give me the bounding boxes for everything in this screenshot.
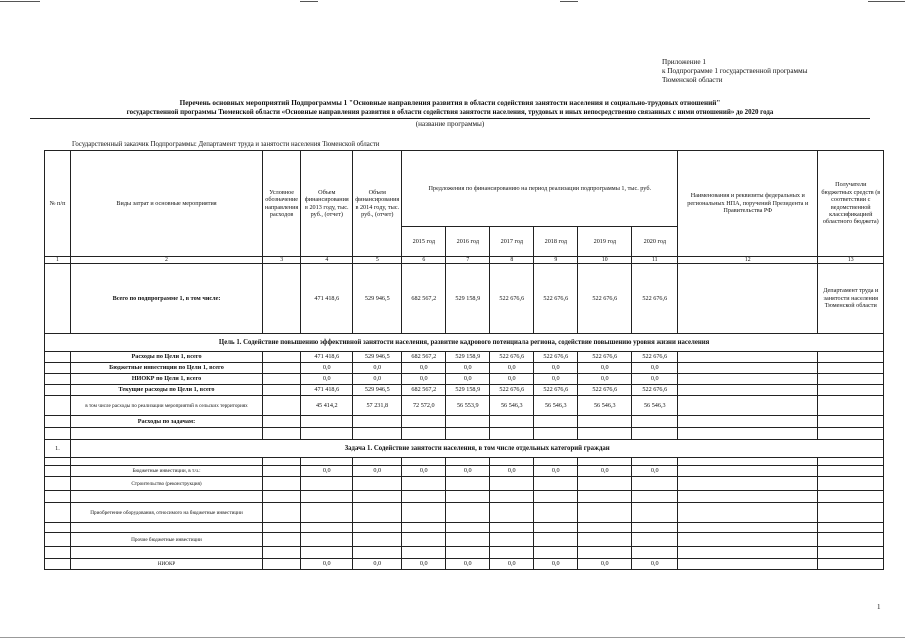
value-cell: 0,0 bbox=[578, 374, 632, 385]
cell bbox=[578, 477, 632, 491]
value-cell: 0,0 bbox=[632, 374, 678, 385]
cell bbox=[490, 458, 534, 466]
page-edge-mark bbox=[868, 1, 905, 2]
header-year: 2016 год bbox=[446, 227, 490, 257]
row-label: Бюджетные инвестиции по Цели 1, всего bbox=[71, 363, 263, 374]
cell bbox=[578, 503, 632, 523]
header-recipients: Получатели бюджетных средств (в соответствии с ведомственной классификацией областного бюджета) bbox=[818, 151, 884, 257]
cell bbox=[353, 477, 402, 491]
cell bbox=[678, 559, 818, 570]
cell bbox=[632, 491, 678, 503]
table-row bbox=[45, 396, 884, 416]
value-cell: 682 567,2 bbox=[402, 385, 446, 396]
cell bbox=[45, 466, 71, 477]
cell bbox=[534, 503, 578, 523]
cell bbox=[490, 477, 534, 491]
page-edge-mark bbox=[0, 637, 905, 638]
cell bbox=[353, 491, 402, 503]
cell bbox=[263, 466, 301, 477]
table-row bbox=[45, 559, 884, 570]
cell bbox=[632, 477, 678, 491]
task-title: Задача 1. Содействие занятости населения, в том числе отдельных категорий граждан bbox=[71, 440, 884, 458]
cell bbox=[263, 547, 301, 559]
cell bbox=[678, 428, 818, 440]
value-cell: 0,0 bbox=[446, 363, 490, 374]
header-year: 2015 год bbox=[402, 227, 446, 257]
cell bbox=[301, 523, 353, 533]
cell bbox=[632, 428, 678, 440]
value-cell: 522 676,6 bbox=[534, 352, 578, 363]
cell bbox=[45, 374, 71, 385]
appendix-line: Тюменской области bbox=[662, 76, 723, 84]
cell bbox=[678, 533, 818, 547]
value-cell: 522 676,6 bbox=[632, 264, 678, 334]
document-title bbox=[30, 98, 870, 129]
page-number: 1 bbox=[877, 603, 881, 611]
value-cell: 522 676,6 bbox=[632, 385, 678, 396]
cell bbox=[402, 503, 446, 523]
table-row bbox=[45, 352, 884, 363]
row-label: Текущие расходы по Цели 1, всего bbox=[71, 385, 263, 396]
cell bbox=[818, 352, 884, 363]
value-cell: 0,0 bbox=[402, 363, 446, 374]
value-cell: 0,0 bbox=[578, 363, 632, 374]
value-cell: 0,0 bbox=[490, 466, 534, 477]
value-cell: 529 158,9 bbox=[446, 385, 490, 396]
value-cell: 522 676,6 bbox=[490, 385, 534, 396]
cell bbox=[446, 477, 490, 491]
cell bbox=[632, 503, 678, 523]
cell bbox=[678, 547, 818, 559]
cell bbox=[402, 428, 446, 440]
value-cell: 0,0 bbox=[353, 466, 402, 477]
column-number: 2 bbox=[71, 257, 263, 264]
cell bbox=[353, 547, 402, 559]
value-cell: 0,0 bbox=[353, 374, 402, 385]
value-cell: 522 676,6 bbox=[578, 352, 632, 363]
value-cell: 471 418,6 bbox=[301, 264, 353, 334]
value-cell: 0,0 bbox=[534, 466, 578, 477]
value-cell: 0,0 bbox=[578, 559, 632, 570]
value-cell: 529 158,9 bbox=[446, 352, 490, 363]
cell bbox=[818, 477, 884, 491]
cell bbox=[534, 416, 578, 428]
title-line: государственной программы Тюменской области «Основные направления развития в области содействия занятости населения, трудовых и иных непосредственно связанных с ними отношений» до 2020 года bbox=[30, 108, 870, 119]
header-2014: Объем финансирования в 2014 году, тыс. руб., (отчет) bbox=[353, 151, 402, 257]
cell bbox=[402, 458, 446, 466]
cell bbox=[490, 503, 534, 523]
value-cell: 0,0 bbox=[632, 466, 678, 477]
cell bbox=[71, 491, 263, 503]
value-cell: 0,0 bbox=[402, 559, 446, 570]
cell bbox=[534, 547, 578, 559]
page-edge-mark bbox=[560, 1, 578, 2]
value-cell: 471 418,6 bbox=[301, 352, 353, 363]
value-cell: 0,0 bbox=[632, 559, 678, 570]
cell bbox=[490, 428, 534, 440]
cell bbox=[818, 396, 884, 416]
row-label: Строительство (реконструкция) bbox=[71, 477, 263, 491]
cell bbox=[402, 477, 446, 491]
value-cell: 0,0 bbox=[446, 374, 490, 385]
column-number: 3 bbox=[263, 257, 301, 264]
value-cell: 471 418,6 bbox=[301, 385, 353, 396]
value-cell: 56 546,3 bbox=[578, 396, 632, 416]
cell bbox=[263, 416, 301, 428]
column-number: 10 bbox=[578, 257, 632, 264]
value-cell: 0,0 bbox=[446, 559, 490, 570]
cell bbox=[632, 458, 678, 466]
value-cell: 56 553,9 bbox=[446, 396, 490, 416]
cell bbox=[45, 363, 71, 374]
table-row bbox=[45, 547, 884, 559]
value-cell: 0,0 bbox=[353, 559, 402, 570]
cell bbox=[45, 352, 71, 363]
cell bbox=[578, 547, 632, 559]
cell bbox=[301, 477, 353, 491]
cell bbox=[678, 466, 818, 477]
cell bbox=[353, 416, 402, 428]
table-row bbox=[45, 491, 884, 503]
column-number: 7 bbox=[446, 257, 490, 264]
cell bbox=[534, 458, 578, 466]
cell bbox=[534, 533, 578, 547]
cell bbox=[263, 477, 301, 491]
value-cell: 529 158,9 bbox=[446, 264, 490, 334]
cell bbox=[263, 363, 301, 374]
value-cell: 0,0 bbox=[301, 363, 353, 374]
column-number: 5 bbox=[353, 257, 402, 264]
cell bbox=[45, 523, 71, 533]
cell bbox=[446, 523, 490, 533]
cell bbox=[71, 547, 263, 559]
value-cell: 45 414,2 bbox=[301, 396, 353, 416]
cell bbox=[578, 491, 632, 503]
row-label: Приобретение оборудования, относимого на бюджетные инвестиции bbox=[71, 503, 263, 523]
cell bbox=[818, 374, 884, 385]
page-edge-mark bbox=[0, 1, 40, 2]
cell bbox=[678, 477, 818, 491]
value-cell: 529 946,5 bbox=[353, 264, 402, 334]
measures-table bbox=[44, 150, 884, 570]
cell bbox=[578, 416, 632, 428]
row-label: Расходы по Цели 1, всего bbox=[71, 352, 263, 363]
cell bbox=[490, 491, 534, 503]
table-body bbox=[45, 151, 884, 570]
row-label: НИОКР по Цели 1, всего bbox=[71, 374, 263, 385]
cell bbox=[818, 559, 884, 570]
table-row bbox=[45, 477, 884, 491]
page-edge-mark bbox=[300, 1, 318, 2]
value-cell: 682 567,2 bbox=[402, 264, 446, 334]
total-label: Всего по подпрограмме 1, в том числе: bbox=[71, 264, 263, 334]
title-line: Перечень основных мероприятий Подпрограммы 1 "Основные направления развития в области содействия занятости населения и социально-трудовых отношений" bbox=[179, 99, 721, 107]
row-label: НИОКР bbox=[71, 559, 263, 570]
cell bbox=[45, 396, 71, 416]
cell bbox=[263, 352, 301, 363]
value-cell: 57 231,8 bbox=[353, 396, 402, 416]
value-cell: 0,0 bbox=[578, 466, 632, 477]
cell bbox=[678, 385, 818, 396]
cell bbox=[402, 523, 446, 533]
title-caption: (название программы) bbox=[415, 120, 485, 128]
cell bbox=[818, 363, 884, 374]
column-number-row bbox=[45, 257, 884, 264]
header-year: 2020 год bbox=[632, 227, 678, 257]
cell bbox=[446, 503, 490, 523]
tasks-label: Расходы по задачам: bbox=[71, 416, 263, 428]
header-year: 2018 год bbox=[534, 227, 578, 257]
table-row bbox=[45, 503, 884, 523]
table-row bbox=[45, 428, 884, 440]
table-row bbox=[45, 416, 884, 428]
cell bbox=[353, 458, 402, 466]
cell bbox=[534, 477, 578, 491]
table-row bbox=[45, 385, 884, 396]
cell bbox=[301, 428, 353, 440]
header-year: 2019 год bbox=[578, 227, 632, 257]
cell bbox=[632, 523, 678, 533]
column-number: 11 bbox=[632, 257, 678, 264]
cell bbox=[45, 533, 71, 547]
table-row bbox=[45, 466, 884, 477]
cell bbox=[263, 559, 301, 570]
row-label: Бюджетные инвестиции, в т.ч.: bbox=[71, 466, 263, 477]
value-cell: 529 946,5 bbox=[353, 352, 402, 363]
value-cell: 522 676,6 bbox=[534, 385, 578, 396]
appendix-line: Приложение 1 bbox=[662, 58, 706, 66]
value-cell: 0,0 bbox=[446, 466, 490, 477]
value-cell: 522 676,6 bbox=[578, 264, 632, 334]
cell bbox=[263, 264, 301, 334]
value-cell: 0,0 bbox=[490, 374, 534, 385]
cell bbox=[263, 491, 301, 503]
table-row bbox=[45, 533, 884, 547]
cell bbox=[490, 533, 534, 547]
header-year: 2017 год bbox=[490, 227, 534, 257]
cell bbox=[818, 385, 884, 396]
cell bbox=[402, 416, 446, 428]
cell bbox=[446, 547, 490, 559]
value-cell: 0,0 bbox=[490, 559, 534, 570]
cell bbox=[301, 416, 353, 428]
header-method: Условное обозначение направления расходов bbox=[263, 151, 301, 257]
cell bbox=[71, 523, 263, 533]
cell bbox=[678, 264, 818, 334]
value-cell: 0,0 bbox=[534, 559, 578, 570]
column-number: 4 bbox=[301, 257, 353, 264]
cell bbox=[818, 491, 884, 503]
cell bbox=[263, 396, 301, 416]
cell bbox=[678, 523, 818, 533]
cell bbox=[45, 385, 71, 396]
cell bbox=[534, 428, 578, 440]
cell bbox=[678, 374, 818, 385]
state-customer: Государственный заказчик Подпрограммы: Департамент труда и занятости населения Тюменской области bbox=[72, 141, 380, 148]
total-recipient: Департамент труда и занятости населения Тюменской области bbox=[818, 264, 884, 334]
cell bbox=[45, 264, 71, 334]
cell bbox=[301, 458, 353, 466]
cell bbox=[678, 363, 818, 374]
cell bbox=[353, 523, 402, 533]
value-cell: 522 676,6 bbox=[578, 385, 632, 396]
header-npa: Наименования и реквизиты федеральных и региональных НПА, поручений Президента и Правительства РФ bbox=[678, 151, 818, 257]
cell bbox=[402, 491, 446, 503]
cell bbox=[818, 458, 884, 466]
value-cell: 522 676,6 bbox=[632, 352, 678, 363]
cell bbox=[818, 547, 884, 559]
cell bbox=[263, 374, 301, 385]
total-row bbox=[45, 264, 884, 334]
column-number: 8 bbox=[490, 257, 534, 264]
cell bbox=[263, 458, 301, 466]
appendix-line: к Подпрограмме 1 государственной программы bbox=[662, 67, 808, 75]
value-cell: 0,0 bbox=[301, 559, 353, 570]
cell bbox=[301, 503, 353, 523]
cell bbox=[446, 416, 490, 428]
cell bbox=[402, 533, 446, 547]
cell bbox=[632, 533, 678, 547]
cell bbox=[301, 491, 353, 503]
cell bbox=[534, 523, 578, 533]
cell bbox=[353, 533, 402, 547]
cell bbox=[353, 503, 402, 523]
column-number: 1 bbox=[45, 257, 71, 264]
value-cell: 0,0 bbox=[402, 466, 446, 477]
cell bbox=[578, 533, 632, 547]
cell bbox=[45, 477, 71, 491]
value-cell: 0,0 bbox=[632, 363, 678, 374]
column-number: 12 bbox=[678, 257, 818, 264]
task-row bbox=[45, 440, 884, 458]
cell bbox=[678, 416, 818, 428]
value-cell: 682 567,2 bbox=[402, 352, 446, 363]
cell bbox=[818, 416, 884, 428]
row-label: в том числе расходы по реализации мероприятий в сельских территориях bbox=[71, 396, 263, 416]
cell bbox=[578, 523, 632, 533]
value-cell: 522 676,6 bbox=[490, 352, 534, 363]
cell bbox=[446, 428, 490, 440]
cell bbox=[45, 491, 71, 503]
cell bbox=[353, 428, 402, 440]
value-cell: 56 546,3 bbox=[490, 396, 534, 416]
cell bbox=[818, 428, 884, 440]
appendix-note bbox=[662, 58, 862, 85]
table-row bbox=[45, 363, 884, 374]
value-cell: 72 572,0 bbox=[402, 396, 446, 416]
cell bbox=[263, 523, 301, 533]
cell bbox=[534, 491, 578, 503]
cell bbox=[263, 428, 301, 440]
cell bbox=[632, 547, 678, 559]
cell bbox=[301, 547, 353, 559]
cell bbox=[45, 547, 71, 559]
cell bbox=[818, 533, 884, 547]
cell bbox=[490, 416, 534, 428]
cell bbox=[678, 491, 818, 503]
column-number: 9 bbox=[534, 257, 578, 264]
cell bbox=[45, 428, 71, 440]
cell bbox=[818, 503, 884, 523]
value-cell: 0,0 bbox=[353, 363, 402, 374]
cell bbox=[301, 533, 353, 547]
cell bbox=[71, 428, 263, 440]
cell bbox=[632, 416, 678, 428]
cell bbox=[45, 559, 71, 570]
header-2013: Объем финансирования в 2013 году, тыс. руб., (отчет) bbox=[301, 151, 353, 257]
column-number: 13 bbox=[818, 257, 884, 264]
header-num: № п/п bbox=[45, 151, 71, 257]
cell bbox=[71, 458, 263, 466]
cell bbox=[45, 416, 71, 428]
value-cell: 0,0 bbox=[490, 363, 534, 374]
cell bbox=[578, 458, 632, 466]
cell bbox=[490, 523, 534, 533]
cell bbox=[490, 547, 534, 559]
cell bbox=[263, 503, 301, 523]
row-label: Прочие бюджетные инвестиции bbox=[71, 533, 263, 547]
cell bbox=[678, 352, 818, 363]
task-number: 1. bbox=[45, 440, 71, 458]
table-row bbox=[45, 523, 884, 533]
cell bbox=[678, 458, 818, 466]
cell bbox=[263, 533, 301, 547]
cell bbox=[45, 458, 71, 466]
value-cell: 56 546,3 bbox=[534, 396, 578, 416]
value-cell: 522 676,6 bbox=[490, 264, 534, 334]
cell bbox=[578, 428, 632, 440]
value-cell: 529 946,5 bbox=[353, 385, 402, 396]
value-cell: 0,0 bbox=[301, 466, 353, 477]
goal-row bbox=[45, 334, 884, 352]
cell bbox=[45, 503, 71, 523]
value-cell: 56 546,3 bbox=[632, 396, 678, 416]
column-number: 6 bbox=[402, 257, 446, 264]
table-row bbox=[45, 458, 884, 466]
value-cell: 0,0 bbox=[534, 363, 578, 374]
header-name: Виды затрат и основные мероприятия bbox=[71, 151, 263, 257]
cell bbox=[818, 466, 884, 477]
cell bbox=[446, 491, 490, 503]
value-cell: 522 676,6 bbox=[534, 264, 578, 334]
value-cell: 0,0 bbox=[402, 374, 446, 385]
value-cell: 0,0 bbox=[534, 374, 578, 385]
cell bbox=[402, 547, 446, 559]
cell bbox=[263, 385, 301, 396]
cell bbox=[818, 523, 884, 533]
cell bbox=[446, 533, 490, 547]
cell bbox=[678, 503, 818, 523]
cell bbox=[678, 396, 818, 416]
value-cell: 0,0 bbox=[301, 374, 353, 385]
table-row bbox=[45, 374, 884, 385]
goal-title: Цель 1. Содействие повышению эффективной занятости населения, развитие кадрового потенциала региона, содействие повышению уровня жизни населения bbox=[45, 334, 884, 352]
cell bbox=[446, 458, 490, 466]
header-proposals: Предложения по финансированию на период реализации подпрограммы 1, тыс. руб. bbox=[402, 151, 678, 227]
